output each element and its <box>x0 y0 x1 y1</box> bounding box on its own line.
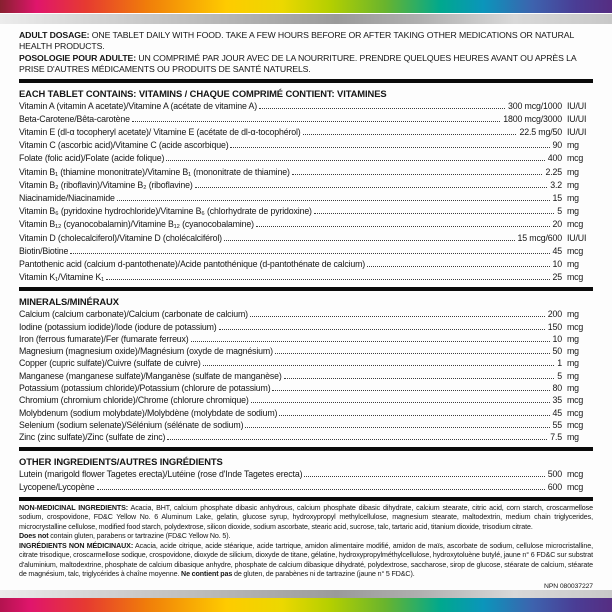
minerals-section <box>19 294 593 443</box>
ingredient-unit: mg <box>567 179 579 190</box>
dosage-block <box>19 30 593 76</box>
dotted-leader <box>367 266 549 267</box>
vitamins-rows <box>19 100 593 285</box>
ingredient-row <box>19 258 593 271</box>
ingredient-unit: IU/UI <box>567 232 587 243</box>
ingredient-row <box>19 308 593 320</box>
non-medicinal-en-text: Acacia, BHT, calcium phosphate dibasic anhydrous, calcium phosphate dibasic dihydrate, calcium stearate, citric acid, corn starch, croscarmellose sodium, crospovidone, FD&C Yellow No. 6 Aluminum Lake, gelatin, glucose syrup, hydroxypropyl methylcellulose, magnesium stearate, maltodextrin, medium chain triglycerides, microcrystalline cellulose, modified food starch, polydextrose, silicon dioxide, sodium ascorbate, stearic acid, sucrose, talc, tartaric acid, titanium dioxide, trisodium citrate. <box>19 503 593 531</box>
dotted-leader <box>304 476 544 477</box>
ingredient-amount: 45 <box>552 245 562 256</box>
ingredient-name: Selenium (sodium selenate)/Sélénium (sélénate de sodium) <box>19 419 244 430</box>
ingredient-name: Iodine (potassium iodide)/Iode (iodure de potassium) <box>19 321 217 332</box>
ingredient-unit: mcg <box>567 219 584 230</box>
non-medicinal-fr-claim-bold: Ne contient pas <box>181 570 233 579</box>
ingredient-unit: mcg <box>567 153 584 164</box>
ingredient-name: Zinc (zinc sulfate)/Zinc (sulfate de zinc) <box>19 432 166 443</box>
ingredient-unit: mcg <box>567 245 584 256</box>
rainbow-stripe-bottom <box>0 598 612 612</box>
ingredient-name: Vitamin B₁ (thiamine mononitrate)/Vitamine B₁ (mononitrate de thiamine) <box>19 166 290 177</box>
ingredient-amount: 45 <box>552 407 562 418</box>
ingredient-row <box>19 166 593 179</box>
ingredient-name: Iron (ferrous fumarate)/Fer (fumarate ferreux) <box>19 333 189 344</box>
dotted-leader <box>292 174 543 175</box>
ingredient-name: Vitamin K₁/Vitamine K₁ <box>19 272 104 283</box>
ingredient-row <box>19 232 593 245</box>
ingredient-unit: IU/UI <box>567 100 587 111</box>
ingredient-unit: mg <box>567 206 579 217</box>
ingredient-unit: mg <box>567 258 579 269</box>
non-medicinal-en-label: NON-MEDICINAL INGREDIENTS: <box>19 503 129 512</box>
ingredient-row <box>19 468 593 481</box>
ingredient-name: Vitamin C (ascorbic acid)/Vitamine C (acide ascorbique) <box>19 140 229 151</box>
dotted-leader <box>195 187 548 188</box>
ingredient-row <box>19 152 593 165</box>
dotted-leader <box>191 341 550 342</box>
ingredient-name: Folate (folic acid)/Folate (acide folique) <box>19 153 165 164</box>
other-ingredients-header: OTHER INGREDIENTS/AUTRES INGRÉDIENTS <box>19 455 223 467</box>
dotted-leader <box>314 213 554 214</box>
ingredient-name: Copper (cupric sulfate)/Cuivre (sulfate de cuivre) <box>19 358 201 369</box>
ingredient-name: Magnesium (magnesium oxide)/Magnésium (oxyde de magnésium) <box>19 346 273 357</box>
dosage-en-text: ONE TABLET DAILY WITH FOOD. TAKE A FEW HOURS BEFORE OR AFTER TAKING OTHER MEDICATIONS OR NATURAL HEALTH PRODUCTS. <box>19 30 574 52</box>
ingredient-name: Manganese (manganese sulfate)/Manganèse (sulfate de manganèse) <box>19 370 282 381</box>
dotted-leader <box>167 439 547 440</box>
non-medicinal-fr-text: Acacia, acide citrique, acide stéarique, acide tartrique, amidon alimentaire modifié, amidon de maïs, ascorbate de sodium, cellulose microcristalline, citrate trisodique, croscarmellose sodique, crospovidone, dioxyde de silicium, dioxyde de titane, gélatine, hydroxypropylméthylcellulose, hydroxytoluène butylé, jaune n° 6 FD&C sur substrat d'aluminium, maltodextrine, phosphate de calcium dibasique anhydre, phosphate de calcium dibasique dihydraté, polydextrose, saccharose, sirop de glucose, stéarate de calcium, stéarate de magnésium, talc, triglycérides à chaîne moyenne. <box>19 541 593 579</box>
other-ingredients-section <box>19 454 593 494</box>
ingredient-name: Vitamin E (dl-α tocopheryl acetate)/ Vitamine E (acétate de dl-α-tocophérol) <box>19 127 301 137</box>
ingredient-unit: mg <box>567 192 579 203</box>
ingredient-unit: mcg <box>567 481 584 492</box>
non-medicinal-en-claim-bold: Does not <box>19 532 49 541</box>
ingredient-row <box>19 192 593 205</box>
vitamins-section <box>19 86 593 285</box>
divider-rule <box>19 447 593 451</box>
other-ingredients-rows <box>19 468 593 494</box>
ingredient-amount: 35 <box>552 395 562 406</box>
divider-rule <box>19 79 593 83</box>
silver-stripe-bottom <box>0 590 612 598</box>
ingredient-row <box>19 179 593 192</box>
vitamins-header: EACH TABLET CONTAINS: VITAMINS / CHAQUE COMPRIMÉ CONTIENT: VITAMINES <box>19 87 387 99</box>
dotted-leader <box>219 329 545 330</box>
ingredient-row <box>19 321 593 333</box>
ingredient-name: Lycopene/Lycopène <box>19 481 95 492</box>
dotted-leader <box>284 378 555 379</box>
ingredient-amount: 25 <box>552 272 562 283</box>
ingredient-unit: mg <box>567 166 579 177</box>
ingredient-name: Niacinamide/Niacinamide <box>19 192 115 203</box>
dotted-leader <box>106 279 550 280</box>
divider-rule <box>19 287 593 291</box>
ingredient-unit: mg <box>567 333 579 344</box>
ingredient-amount: 90 <box>552 140 562 151</box>
ingredient-name: Beta-Carotene/Bêta-carotène <box>19 113 130 124</box>
ingredient-unit: mg <box>567 370 579 381</box>
npn-number: NPN 080037227 <box>544 582 593 590</box>
dotted-leader <box>245 427 549 428</box>
ingredient-row <box>19 370 593 382</box>
dosage-en-label: ADULT DOSAGE: <box>19 30 90 40</box>
ingredient-amount: 150 <box>547 321 562 332</box>
dotted-leader <box>97 489 545 490</box>
divider-rule <box>19 497 593 501</box>
ingredient-row <box>19 407 593 419</box>
dotted-leader <box>70 253 549 254</box>
ingredient-row <box>19 333 593 345</box>
ingredient-name: Lutein (marigold flower Tagetes erecta)/Lutéine (rose d'Inde Tagetes erecta) <box>19 468 303 479</box>
ingredient-unit: mg <box>567 346 579 357</box>
ingredient-name: Molybdenum (sodium molybdate)/Molybdène (molybdate de sodium) <box>19 407 278 418</box>
ingredient-row <box>19 431 593 443</box>
ingredient-amount: 55 <box>552 419 562 430</box>
ingredient-amount: 1800 mcg/3000 <box>503 113 562 124</box>
dotted-leader <box>275 353 550 354</box>
label-content <box>0 24 612 591</box>
ingredient-unit: IU/UI <box>567 113 587 124</box>
rainbow-stripe-top <box>0 0 612 13</box>
ingredient-row <box>19 394 593 406</box>
ingredient-amount: 1 <box>557 358 562 369</box>
silver-stripe-top <box>0 14 612 24</box>
ingredient-amount: 15 <box>552 192 562 203</box>
ingredient-unit: mg <box>567 358 579 369</box>
ingredient-amount: 5 <box>557 370 562 381</box>
ingredient-amount: 400 <box>547 153 562 164</box>
ingredient-unit: mcg <box>567 407 584 418</box>
ingredient-name: Biotin/Biotine <box>19 245 69 256</box>
dotted-leader <box>303 134 517 135</box>
ingredient-amount: 80 <box>552 383 562 394</box>
ingredient-unit: mcg <box>567 321 584 332</box>
dotted-leader <box>250 316 545 317</box>
dotted-leader <box>132 121 500 122</box>
dotted-leader <box>230 147 549 148</box>
ingredient-amount: 20 <box>552 219 562 230</box>
ingredient-amount: 7.5 <box>550 432 562 443</box>
ingredient-row <box>19 126 593 139</box>
dotted-leader <box>117 200 550 201</box>
non-medicinal-fr-claim: de gluten, de parabènes ni de tartrazine (jaune n° 5 FD&C). <box>232 570 415 579</box>
ingredient-unit: mcg <box>567 468 584 479</box>
ingredient-unit: mcg <box>567 272 584 283</box>
ingredient-amount: 500 <box>547 468 562 479</box>
ingredient-amount: 600 <box>547 481 562 492</box>
ingredient-amount: 300 mcg/1000 <box>508 100 562 111</box>
ingredient-name: Vitamin B₂ (riboflavin)/Vitamine B₂ (riboflavine) <box>19 179 193 190</box>
ingredient-name: Chromium (chromium chloride)/Chrome (chlorure chromique) <box>19 395 249 406</box>
ingredient-row <box>19 271 593 284</box>
ingredient-row <box>19 113 593 126</box>
ingredient-row <box>19 245 593 258</box>
non-medicinal-en-claim: contain gluten, parabens or tartrazine (FD&C Yellow No. 5). <box>48 532 231 541</box>
minerals-header: MINERALS/MINÉRAUX <box>19 296 119 308</box>
ingredient-amount: 5 <box>557 206 562 217</box>
ingredient-name: Vitamin D (cholecalciferol)/Vitamine D (cholécalciférol) <box>19 232 222 243</box>
dosage-fr-label: POSOLOGIE POUR ADULTE: <box>19 52 137 63</box>
ingredient-row <box>19 481 593 494</box>
ingredient-amount: 10 <box>552 333 562 344</box>
non-medicinal-block <box>19 504 593 580</box>
ingredient-row <box>19 419 593 431</box>
dotted-leader <box>279 415 549 416</box>
dotted-leader <box>259 108 505 109</box>
ingredient-unit: mg <box>567 383 579 394</box>
ingredient-name: Pantothenic acid (calcium d-pantothenate)/Acide pantothénique (d-pantothénate de calcium) <box>19 258 366 269</box>
ingredient-unit: mcg <box>567 395 584 406</box>
ingredient-unit: IU/UI <box>567 127 587 137</box>
dotted-leader <box>256 226 550 227</box>
ingredient-row <box>19 218 593 231</box>
dotted-leader <box>251 402 550 403</box>
ingredient-row <box>19 357 593 369</box>
ingredient-name: Vitamin B₆ (pyridoxine hydrochloride)/Vitamine B₆ (chlorhydrate de pyridoxine) <box>19 206 312 217</box>
ingredient-row <box>19 205 593 218</box>
non-medicinal-fr-label: INGRÉDIENTS NON MÉDICINAUX: <box>19 541 134 550</box>
ingredient-amount: 50 <box>552 346 562 357</box>
ingredient-amount: 200 <box>547 309 562 320</box>
dotted-leader <box>272 390 549 391</box>
minerals-rows <box>19 308 593 443</box>
dotted-leader <box>166 160 544 161</box>
ingredient-unit: mcg <box>567 419 584 430</box>
ingredient-amount: 2.25 <box>545 166 562 177</box>
ingredient-name: Vitamin A (vitamin A acetate)/Vitamine A (acétate de vitamine A) <box>19 100 257 111</box>
dosage-fr-text: UN COMPRIMÉ PAR JOUR AVEC DE LA NOURRITURE. PRENDRE QUELQUES HEURES AVANT OU APRÈS LA PRISE D'AUTRES MÉDICAMENTS OU PRODUITS DE SANTÉ NATURELS. <box>19 52 577 75</box>
ingredient-row <box>19 100 593 113</box>
ingredient-row <box>19 139 593 152</box>
ingredient-row <box>19 345 593 357</box>
ingredient-amount: 22.5 mg/50 <box>519 127 562 137</box>
ingredient-unit: mg <box>567 140 579 151</box>
ingredient-amount: 15 mcg/600 <box>517 232 562 243</box>
ingredient-unit: mg <box>567 432 579 443</box>
ingredient-unit: mg <box>567 309 579 320</box>
dotted-leader <box>203 365 555 366</box>
ingredient-name: Potassium (potassium chloride)/Potassium (chlorure de potassium) <box>19 383 271 394</box>
ingredient-amount: 10 <box>552 258 562 269</box>
ingredient-amount: 3.2 <box>550 179 562 190</box>
ingredient-name: Vitamin B₁₂ (cyanocobalamin)/Vitamine B₁₂ (cyanocobalamine) <box>19 219 254 230</box>
ingredient-row <box>19 382 593 394</box>
dotted-leader <box>224 240 515 241</box>
ingredient-name: Calcium (calcium carbonate)/Calcium (carbonate de calcium) <box>19 309 248 320</box>
